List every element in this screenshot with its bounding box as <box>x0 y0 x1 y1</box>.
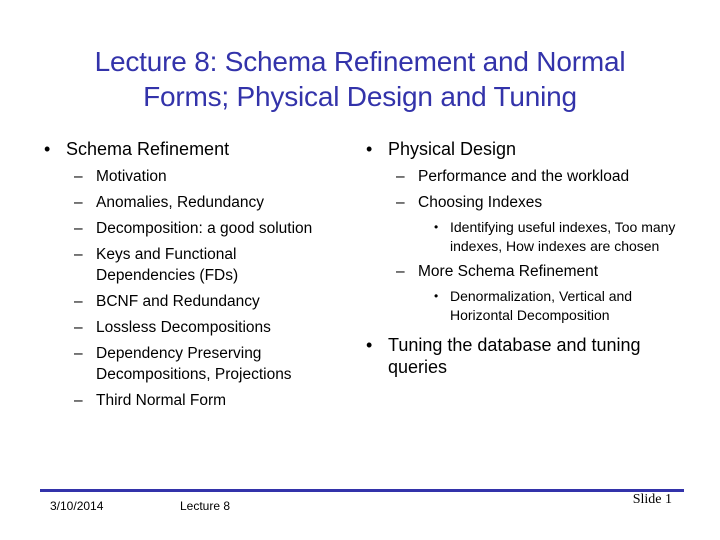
dash-icon: – <box>74 392 83 409</box>
title-line-2: Forms; Physical Design and Tuning <box>143 81 577 112</box>
footer-lecture: Lecture 8 <box>180 499 231 513</box>
sub-bullet-decomposition: – Decomposition: a good solution <box>74 220 313 237</box>
bullet-dot-icon: • <box>366 335 373 355</box>
bullet-dot-icon: • <box>434 289 439 303</box>
title-line-1: Lecture 8: Schema Refinement and Normal <box>94 46 626 77</box>
dash-icon: – <box>396 194 405 211</box>
dash-icon: – <box>396 168 405 185</box>
sub-sub-bullet-indexes-detail: • Identifying useful indexes, Too many indexes, How indexes are chosen <box>434 219 676 254</box>
bullet-dot-icon: • <box>366 139 373 159</box>
sub-bullet-choosing-indexes: – Choosing Indexes <box>396 194 543 211</box>
sub-bullet-more-schema-refinement: – More Schema Refinement <box>396 263 599 280</box>
footer-date: 3/10/2014 <box>50 499 104 513</box>
sub-bullet-performance: – Performance and the workload <box>396 168 630 185</box>
sub-bullet-dependency-preserving: – Dependency Preserving Decompositions, Projections <box>74 345 292 383</box>
bullet-schema-refinement: • Schema Refinement <box>44 139 230 159</box>
dash-icon: – <box>74 319 83 336</box>
sub-bullet-bcnf: – BCNF and Redundancy <box>74 293 260 310</box>
left-column <box>38 138 338 416</box>
dash-icon: – <box>74 220 83 237</box>
dash-icon: – <box>74 194 83 211</box>
dash-icon: – <box>396 263 405 280</box>
sub-bullet-third-normal-form: – Third Normal Form <box>74 392 227 409</box>
right-column <box>360 138 680 380</box>
dash-icon: – <box>74 246 83 263</box>
sub-bullet-anomalies: – Anomalies, Redundancy <box>74 194 265 211</box>
dash-icon: – <box>74 168 83 185</box>
bullet-dot-icon: • <box>44 139 51 159</box>
dash-icon: – <box>74 345 83 362</box>
dash-icon: – <box>74 293 83 310</box>
sub-sub-bullet-denormalization: • Denormalization, Vertical and Horizontal Decomposition <box>434 288 633 323</box>
bullet-physical-design: • Physical Design <box>366 139 517 159</box>
footer-slide-number: Slide 1 <box>632 492 672 507</box>
bullet-tuning: • Tuning the database and tuning queries <box>366 335 641 377</box>
sub-bullet-lossless: – Lossless Decompositions <box>74 319 271 336</box>
slide-title <box>40 44 680 114</box>
sub-bullet-motivation: – Motivation <box>74 168 167 185</box>
bullet-dot-icon: • <box>434 220 439 234</box>
sub-bullet-keys-fds: – Keys and Functional Dependencies (FDs) <box>74 246 239 284</box>
footer-divider <box>40 489 684 492</box>
